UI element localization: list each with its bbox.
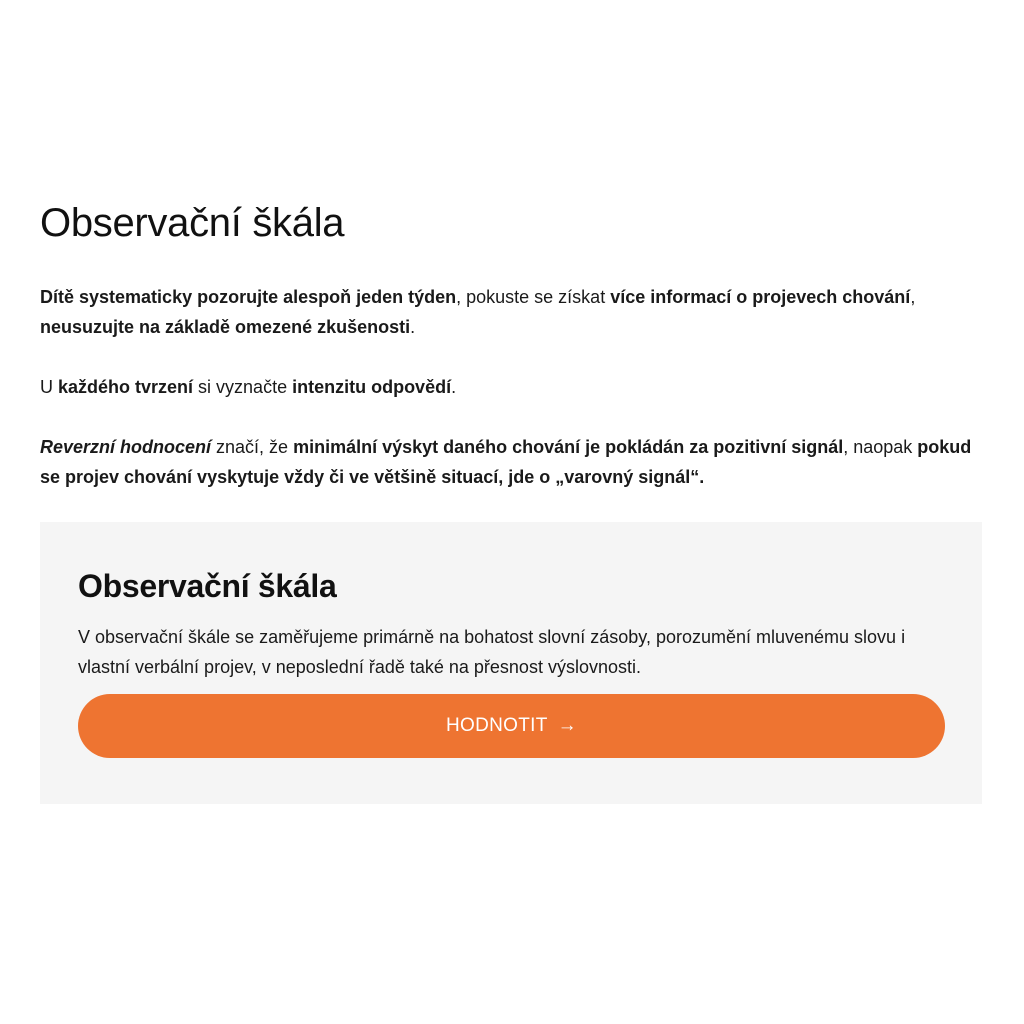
intro-3-text-2: , naopak bbox=[843, 437, 918, 457]
intro-1-text-1: , pokuste se získat bbox=[456, 287, 611, 307]
intro-3-bold-2: pokud se projev chování vyskytuje vždy či ve většině situací, jde o „varovný signál“. bbox=[40, 437, 972, 487]
intro-2-text-3: . bbox=[451, 377, 457, 397]
evaluate-button-label: HODNOTIT bbox=[446, 715, 548, 736]
page-title: Observační škála bbox=[40, 201, 345, 245]
intro-1-bold-1: Dítě systematicky pozorujte alespoň jeden týden bbox=[40, 287, 457, 307]
intro-3-text-1: značí, že bbox=[211, 437, 294, 457]
intro-paragraph-3 bbox=[40, 432, 982, 492]
intro-paragraph-2 bbox=[40, 372, 982, 402]
intro-2-text-2: si vyznačte bbox=[193, 377, 293, 397]
evaluate-button[interactable] bbox=[78, 694, 945, 758]
intro-3-bold-1: minimální výskyt daného chování je pokládán za pozitivní signál bbox=[293, 437, 844, 457]
intro-1-text-2: , bbox=[910, 287, 916, 307]
intro-3-bold-italic-1: Reverzní hodnocení bbox=[40, 437, 212, 457]
intro-1-text-3: . bbox=[410, 317, 416, 337]
observation-scale-card bbox=[40, 522, 982, 804]
intro-2-bold-2: intenzitu odpovědí bbox=[292, 377, 452, 397]
intro-1-bold-2: více informací o projevech chování bbox=[610, 287, 911, 307]
intro-2-bold-1: každého tvrzení bbox=[58, 377, 194, 397]
card-description: V observační škále se zaměřujeme primárně na bohatost slovní zásoby, porozumění mluvenému slovu i vlastní verbální projev, v neposlední řadě také na přesnost výslovnosti. bbox=[78, 627, 906, 677]
page-content bbox=[40, 200, 982, 804]
intro-2-text-1: U bbox=[40, 377, 58, 397]
intro-1-bold-3: neusuzujte na základě omezené zkušenosti bbox=[40, 317, 411, 337]
card-title: Observační škála bbox=[78, 568, 337, 604]
arrow-right-icon: → bbox=[557, 715, 577, 736]
intro-paragraph-1 bbox=[40, 282, 982, 342]
